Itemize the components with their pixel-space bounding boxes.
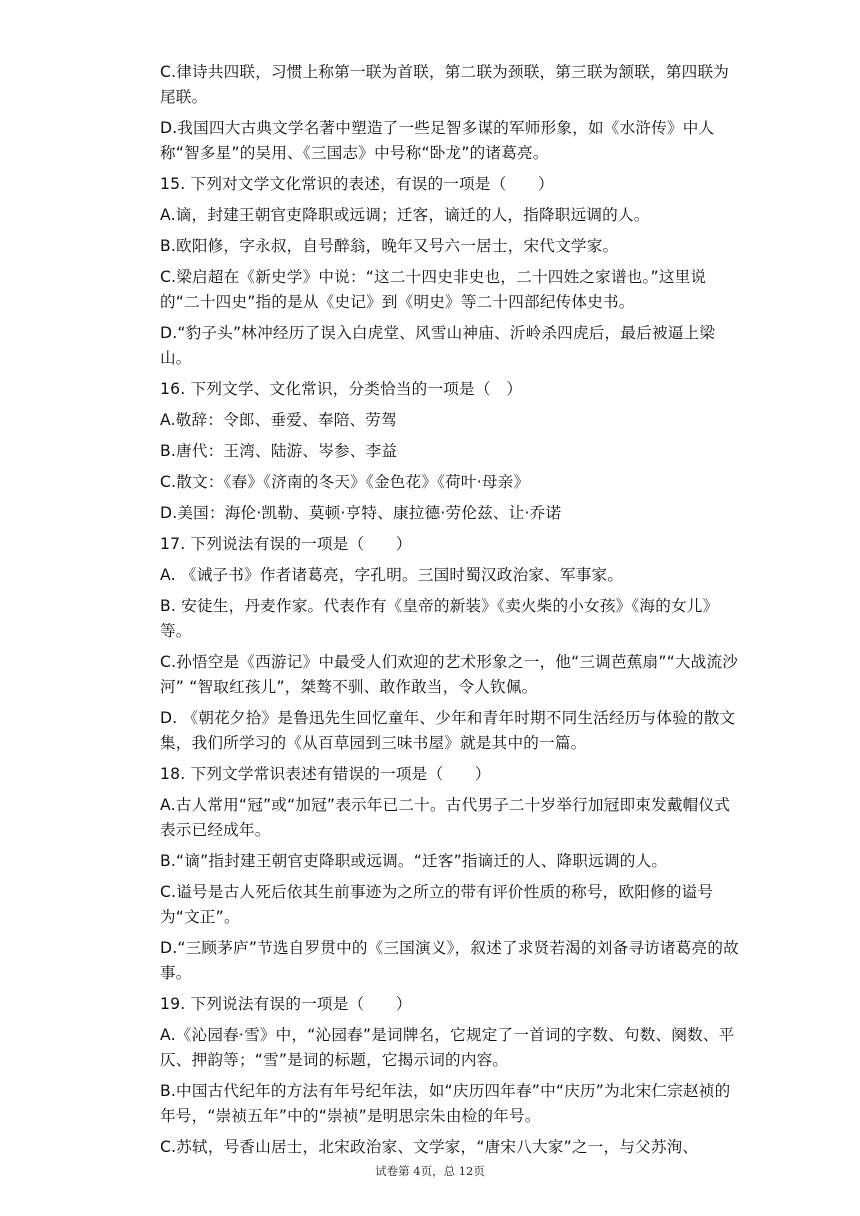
page-content [160,60,742,1166]
option-b-q15: B.欧阳修，字永叔，自号醉翁，晚年又号六一居士，宋代文学家。 [160,237,619,255]
option-b-q18: B.“谪”指封建王朝官吏降职或远调。“迁客”指谪迁的人、降职远调的人。 [160,852,668,870]
option-d-q14: D.我国四大古典文学名著中塑造了一些足智多谋的军师形象，如《水浒传》中人称“智多星”的吴用、《三国志》中号称“卧龙”的诸葛亮。 [160,119,715,162]
option-b-q16: B.唐代：王湾、陆游、岑参、李益 [160,442,398,460]
option-d-q16: D.美国：海伦·凯勒、莫顿·亨特、康拉德·劳伦兹、让·乔诺 [160,504,562,522]
option-d-q15: D.“豹子头”林冲经历了误入白虎堂、风雪山神庙、沂岭杀四虎后，最后被逼上梁山。 [160,324,716,367]
option-a-q18: A.古人常用“冠”或“加冠”表示年已二十。古代男子二十岁举行加冠即束发戴帽仪式表示已经成年。 [160,796,731,839]
option-d-q18: D.“三顾茅庐”节选自罗贯中的《三国演义》，叙述了求贤若渴的刘备寻访诸葛亮的故事。 [160,939,739,982]
option-c-q17: C.孙悟空是《西游记》中最受人们欢迎的艺术形象之一，他“三调芭蕉扇”“大战流沙河” “智取红孩儿”，桀骜不驯、敢作敢当，令人钦佩。 [160,653,739,696]
question-18: 18. 下列文学常识表述有错误的一项是（ ） [160,765,491,783]
question-15: 15. 下列对文学文化常识的表述，有误的一项是（ ） [160,175,554,193]
option-d-q17: D. 《朝花夕拾》是鲁迅先生回忆童年、少年和青年时期不同生活经历与体验的散文集，我们所学习的《从百草园到三味书屋》就是其中的一篇。 [160,709,736,752]
page-footer: 试卷第 4页，总 12页 [375,1164,485,1178]
option-c-q16: C.散文：《春》《济南的冬天》《金色花》《荷叶·母亲》 [160,473,530,491]
question-19: 19. 下列说法有误的一项是（ ） [160,995,412,1013]
option-a-q17: A. 《诫子书》作者诸葛亮，字孔明。三国时蜀汉政治家、军事家。 [160,566,624,584]
option-c-q15: C.梁启超在《新史学》中说：“这二十四史非史也，二十四姓之家谱也。”这里说的“二十四史”指的是从《史记》到《明史》等二十四部纪传体史书。 [160,268,707,311]
option-c-q19: C.苏轼，号香山居士，北宋政治家、文学家，“唐宋八大家”之一，与父苏洵、 [160,1138,699,1156]
option-a-q16: A.敬辞：令郎、垂爱、奉陪、劳驾 [160,411,397,429]
option-c-q14: C.律诗共四联，习惯上称第一联为首联，第二联为颈联，第三联为颔联，第四联为尾联。 [160,63,730,106]
option-a-q15: A.谪，封建王朝官吏降职或远调；迁客，谪迁的人，指降职远调的人。 [160,206,650,224]
option-b-q17: B. 安徒生，丹麦作家。代表作有《皇帝的新装》《卖火柴的小女孩》《海的女儿》等。 [160,597,719,640]
option-b-q19: B.中国古代纪年的方法有年号纪年法，如“庆历四年春”中“庆历”为北宋仁宗赵祯的年号，“崇祯五年”中的“崇祯”是明思宗朱由检的年号。 [160,1082,731,1125]
option-c-q18: C.谥号是古人死后依其生前事迹为之所立的带有评价性质的称号，欧阳修的谥号为“文正”。 [160,883,714,926]
question-16: 16. 下列文学、文化常识，分类恰当的一项是（ ） [160,380,523,398]
option-a-q19: A.《沁园春·雪》中，“沁园春”是词牌名，它规定了一首词的字数、句数、阕数、平仄、押韵等；“雪”是词的标题，它揭示词的内容。 [160,1026,735,1069]
question-17: 17. 下列说法有误的一项是（ ） [160,535,412,553]
